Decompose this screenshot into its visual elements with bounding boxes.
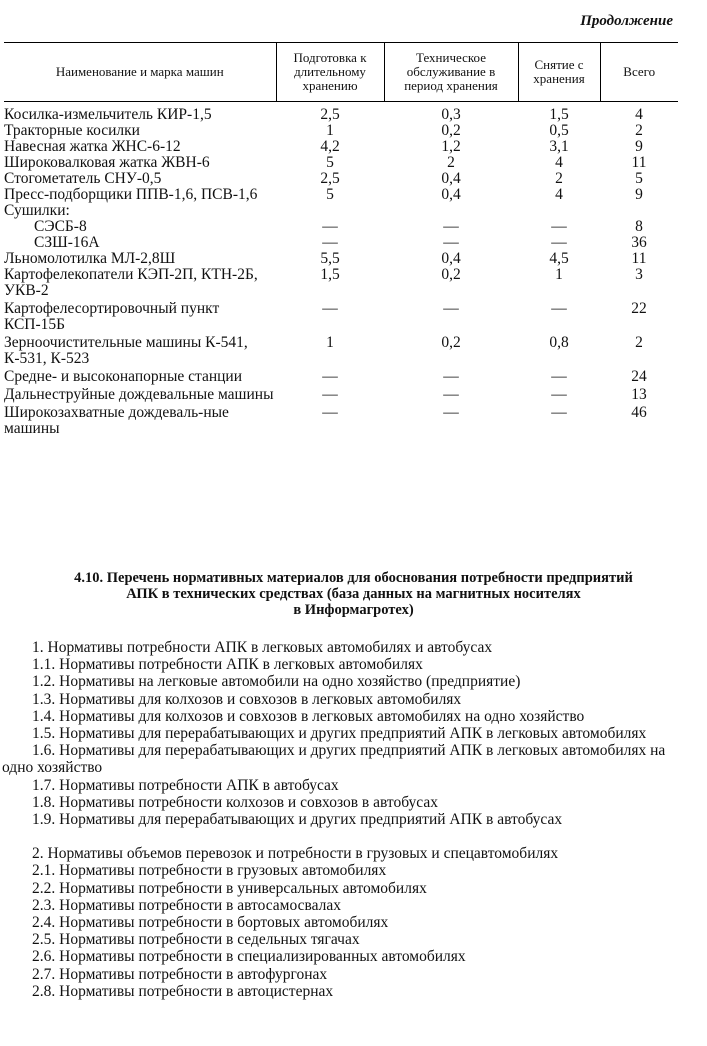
prep-value: — <box>322 234 338 251</box>
storage-labor-table <box>4 42 678 437</box>
machine-name: Льномолотилка МЛ-2,8Ш <box>4 250 176 267</box>
table-header-row <box>4 43 678 102</box>
header-preparation: Подготовка к длительному хранению <box>276 43 384 102</box>
maint-value: — <box>443 300 459 317</box>
list-item: 1.8. Нормативы потребности колхозов и совхозов в автобусах <box>32 793 438 811</box>
total-value: 22 <box>631 300 647 317</box>
machine-name: Зерноочистительные машины К-541, К-531, К-523 <box>4 334 248 367</box>
list-item: 2.7. Нормативы потребности в автофургонах <box>32 965 328 983</box>
section-heading-line: 4.10. Перечень нормативных материалов для обоснования потребности предприятий <box>74 570 633 586</box>
machine-name: Картофелесортировочный пункт КСП-15Б <box>4 300 220 333</box>
prep-value: 5,5 <box>320 250 340 267</box>
removal-value: — <box>551 300 567 317</box>
table-row <box>4 139 678 155</box>
list-item: 1.3. Нормативы для колхозов и совхозов в легковых автомобилях <box>32 690 462 708</box>
list-item: 2.3. Нормативы потребности в автосамосвалах <box>32 896 341 914</box>
removal-value: — <box>551 218 567 235</box>
table-row <box>4 171 678 187</box>
total-value: 13 <box>631 386 647 403</box>
machine-name: Широкозахватные дождеваль-ные машины <box>4 404 229 437</box>
total-value: 11 <box>631 250 647 267</box>
removal-value <box>518 203 600 219</box>
total-value: 3 <box>635 266 643 283</box>
maint-value: — <box>443 234 459 251</box>
prep-value: 1 <box>326 122 334 139</box>
machine-name: СЗШ-16А <box>34 234 100 251</box>
table-row <box>4 403 678 437</box>
total-value: 2 <box>635 334 643 351</box>
list-item: 1.4. Нормативы для колхозов и совхозов в легковых автомобилях на одно хозяйство <box>32 707 585 725</box>
list-item: 1.1. Нормативы потребности АПК в легковых автомобилях <box>32 656 423 674</box>
table-row <box>4 251 678 267</box>
machine-name: Широковалковая жатка ЖВН-6 <box>4 154 210 171</box>
prep-value: 1 <box>326 334 334 351</box>
total-value <box>600 203 678 219</box>
maint-value: 0,2 <box>441 122 461 139</box>
removal-value: 0,5 <box>549 122 569 139</box>
list-item: 2.5. Нормативы потребности в седельных тягачах <box>32 931 360 949</box>
total-value: 11 <box>631 154 647 171</box>
table-row <box>4 187 678 203</box>
table-row <box>4 367 678 385</box>
machine-name: Стогометатель СНУ-0,5 <box>4 170 162 187</box>
list-item: 1. Нормативы потребности АПК в легковых автомобилях и автобусах <box>32 639 493 656</box>
removal-value: — <box>551 368 567 385</box>
maint-value: 0,2 <box>441 266 461 283</box>
removal-value: 4 <box>555 154 563 171</box>
prep-value: — <box>322 368 338 385</box>
list-item: 2.6. Нормативы потребности в специализированных автомобилях <box>32 948 466 966</box>
maint-value: 1,2 <box>441 138 461 155</box>
maint-value <box>384 203 518 219</box>
total-value: 9 <box>635 186 643 203</box>
prep-value: 1,5 <box>320 266 340 283</box>
list-item: 2.8. Нормативы потребности в автоцистернах <box>32 982 334 1000</box>
total-value: 36 <box>631 234 647 251</box>
machine-name: Картофелекопатели КЭП-2П, КТН-2Б, УКВ-2 <box>4 266 258 299</box>
machine-name: Навесная жатка ЖНС-6-12 <box>4 138 181 155</box>
list-spacer <box>2 828 678 845</box>
table-row <box>4 102 678 124</box>
total-value: 2 <box>635 122 643 139</box>
table-row <box>4 123 678 139</box>
table-row <box>4 299 678 333</box>
machine-name: Пресс-подборщики ППВ-1,6, ПСВ-1,6 <box>4 186 258 203</box>
list-item: 1.6. Нормативы для перерабатывающих и других предприятий АПК в легковых автомобилях на одно хозяйство <box>2 742 666 777</box>
total-value: 5 <box>635 170 643 187</box>
prep-value: 2,5 <box>320 170 340 187</box>
section-heading-line: АПК в технических средствах (база данных на магнитных носителях <box>126 586 581 602</box>
prep-value: — <box>322 300 338 317</box>
table-row <box>4 385 678 403</box>
maint-value: — <box>443 218 459 235</box>
maint-value: 0,2 <box>441 334 461 351</box>
machine-name: Тракторные косилки <box>4 122 140 139</box>
list-item: 2.2. Нормативы потребности в универсальных автомобилях <box>32 879 427 897</box>
list-item: 2.1. Нормативы потребности в грузовых автомобилях <box>32 862 387 880</box>
prep-value: 5 <box>326 186 334 203</box>
total-value: 9 <box>635 138 643 155</box>
removal-value: 0,8 <box>549 334 569 351</box>
maint-value: 0,4 <box>441 186 461 203</box>
maint-value: 2 <box>447 154 455 171</box>
header-total: Всего <box>600 43 678 102</box>
table-row <box>4 333 678 367</box>
total-value: 8 <box>635 218 643 235</box>
removal-value: 4 <box>555 186 563 203</box>
section-heading-line: в Информагротех) <box>293 602 414 618</box>
table-row <box>4 203 678 219</box>
prep-value: 4,2 <box>320 138 340 155</box>
maint-value: — <box>443 368 459 385</box>
header-maintenance: Техническое обслуживание в период хранения <box>384 43 518 102</box>
header-machine-name: Наименование и марка машин <box>4 43 276 102</box>
maint-value: — <box>443 386 459 403</box>
maint-value: 0,3 <box>441 106 461 123</box>
removal-value: — <box>551 234 567 251</box>
table-row <box>4 219 678 235</box>
machine-name: Средне- и высоконапорные станции <box>4 368 243 385</box>
prep-value: 2,5 <box>320 106 340 123</box>
removal-value: 4,5 <box>549 250 569 267</box>
machine-name: Косилка-измельчитель КИР-1,5 <box>4 106 212 123</box>
list-item: 1.9. Нормативы для перерабатывающих и других предприятий АПК в автобусах <box>32 811 563 829</box>
list-item: 1.5. Нормативы для перерабатывающих и других предприятий АПК в легковых автомобилях <box>32 725 647 743</box>
prep-value: — <box>322 386 338 403</box>
removal-value: 3,1 <box>549 138 569 155</box>
list-item: 2.4. Нормативы потребности в бортовых автомобилях <box>32 914 389 932</box>
list-item: 2. Нормативы объемов перевозок и потребности в грузовых и спецавтомобилях <box>32 845 559 863</box>
removal-value: — <box>551 386 567 403</box>
prep-value <box>276 203 384 219</box>
prep-value: — <box>322 218 338 235</box>
total-value: 4 <box>635 106 643 123</box>
total-value: 46 <box>631 404 647 421</box>
machine-name: Сушилки: <box>4 202 70 219</box>
table-row <box>4 235 678 251</box>
total-value: 24 <box>631 368 647 385</box>
removal-value: 1,5 <box>549 106 569 123</box>
list-item: 1.2. Нормативы на легковые автомобили на одно хозяйство (предприятие) <box>32 673 521 691</box>
maint-value: 0,4 <box>441 170 461 187</box>
table-row <box>4 267 678 299</box>
maint-value: 0,4 <box>441 250 461 267</box>
continuation-label: Продолжение <box>580 13 673 29</box>
table-row <box>4 155 678 171</box>
section-heading <box>0 570 707 618</box>
machine-name: СЭСБ-8 <box>34 218 87 235</box>
maint-value: — <box>443 404 459 421</box>
list-item: 1.7. Нормативы потребности АПК в автобусах <box>32 776 339 794</box>
removal-value: — <box>551 404 567 421</box>
removal-value: 1 <box>555 266 563 283</box>
prep-value: — <box>322 404 338 421</box>
prep-value: 5 <box>326 154 334 171</box>
removal-value: 2 <box>555 170 563 187</box>
machine-name: Дальнеструйные дождевальные машины <box>4 386 274 403</box>
header-removal: Снятие с хранения <box>518 43 600 102</box>
normatives-list <box>2 639 678 1000</box>
